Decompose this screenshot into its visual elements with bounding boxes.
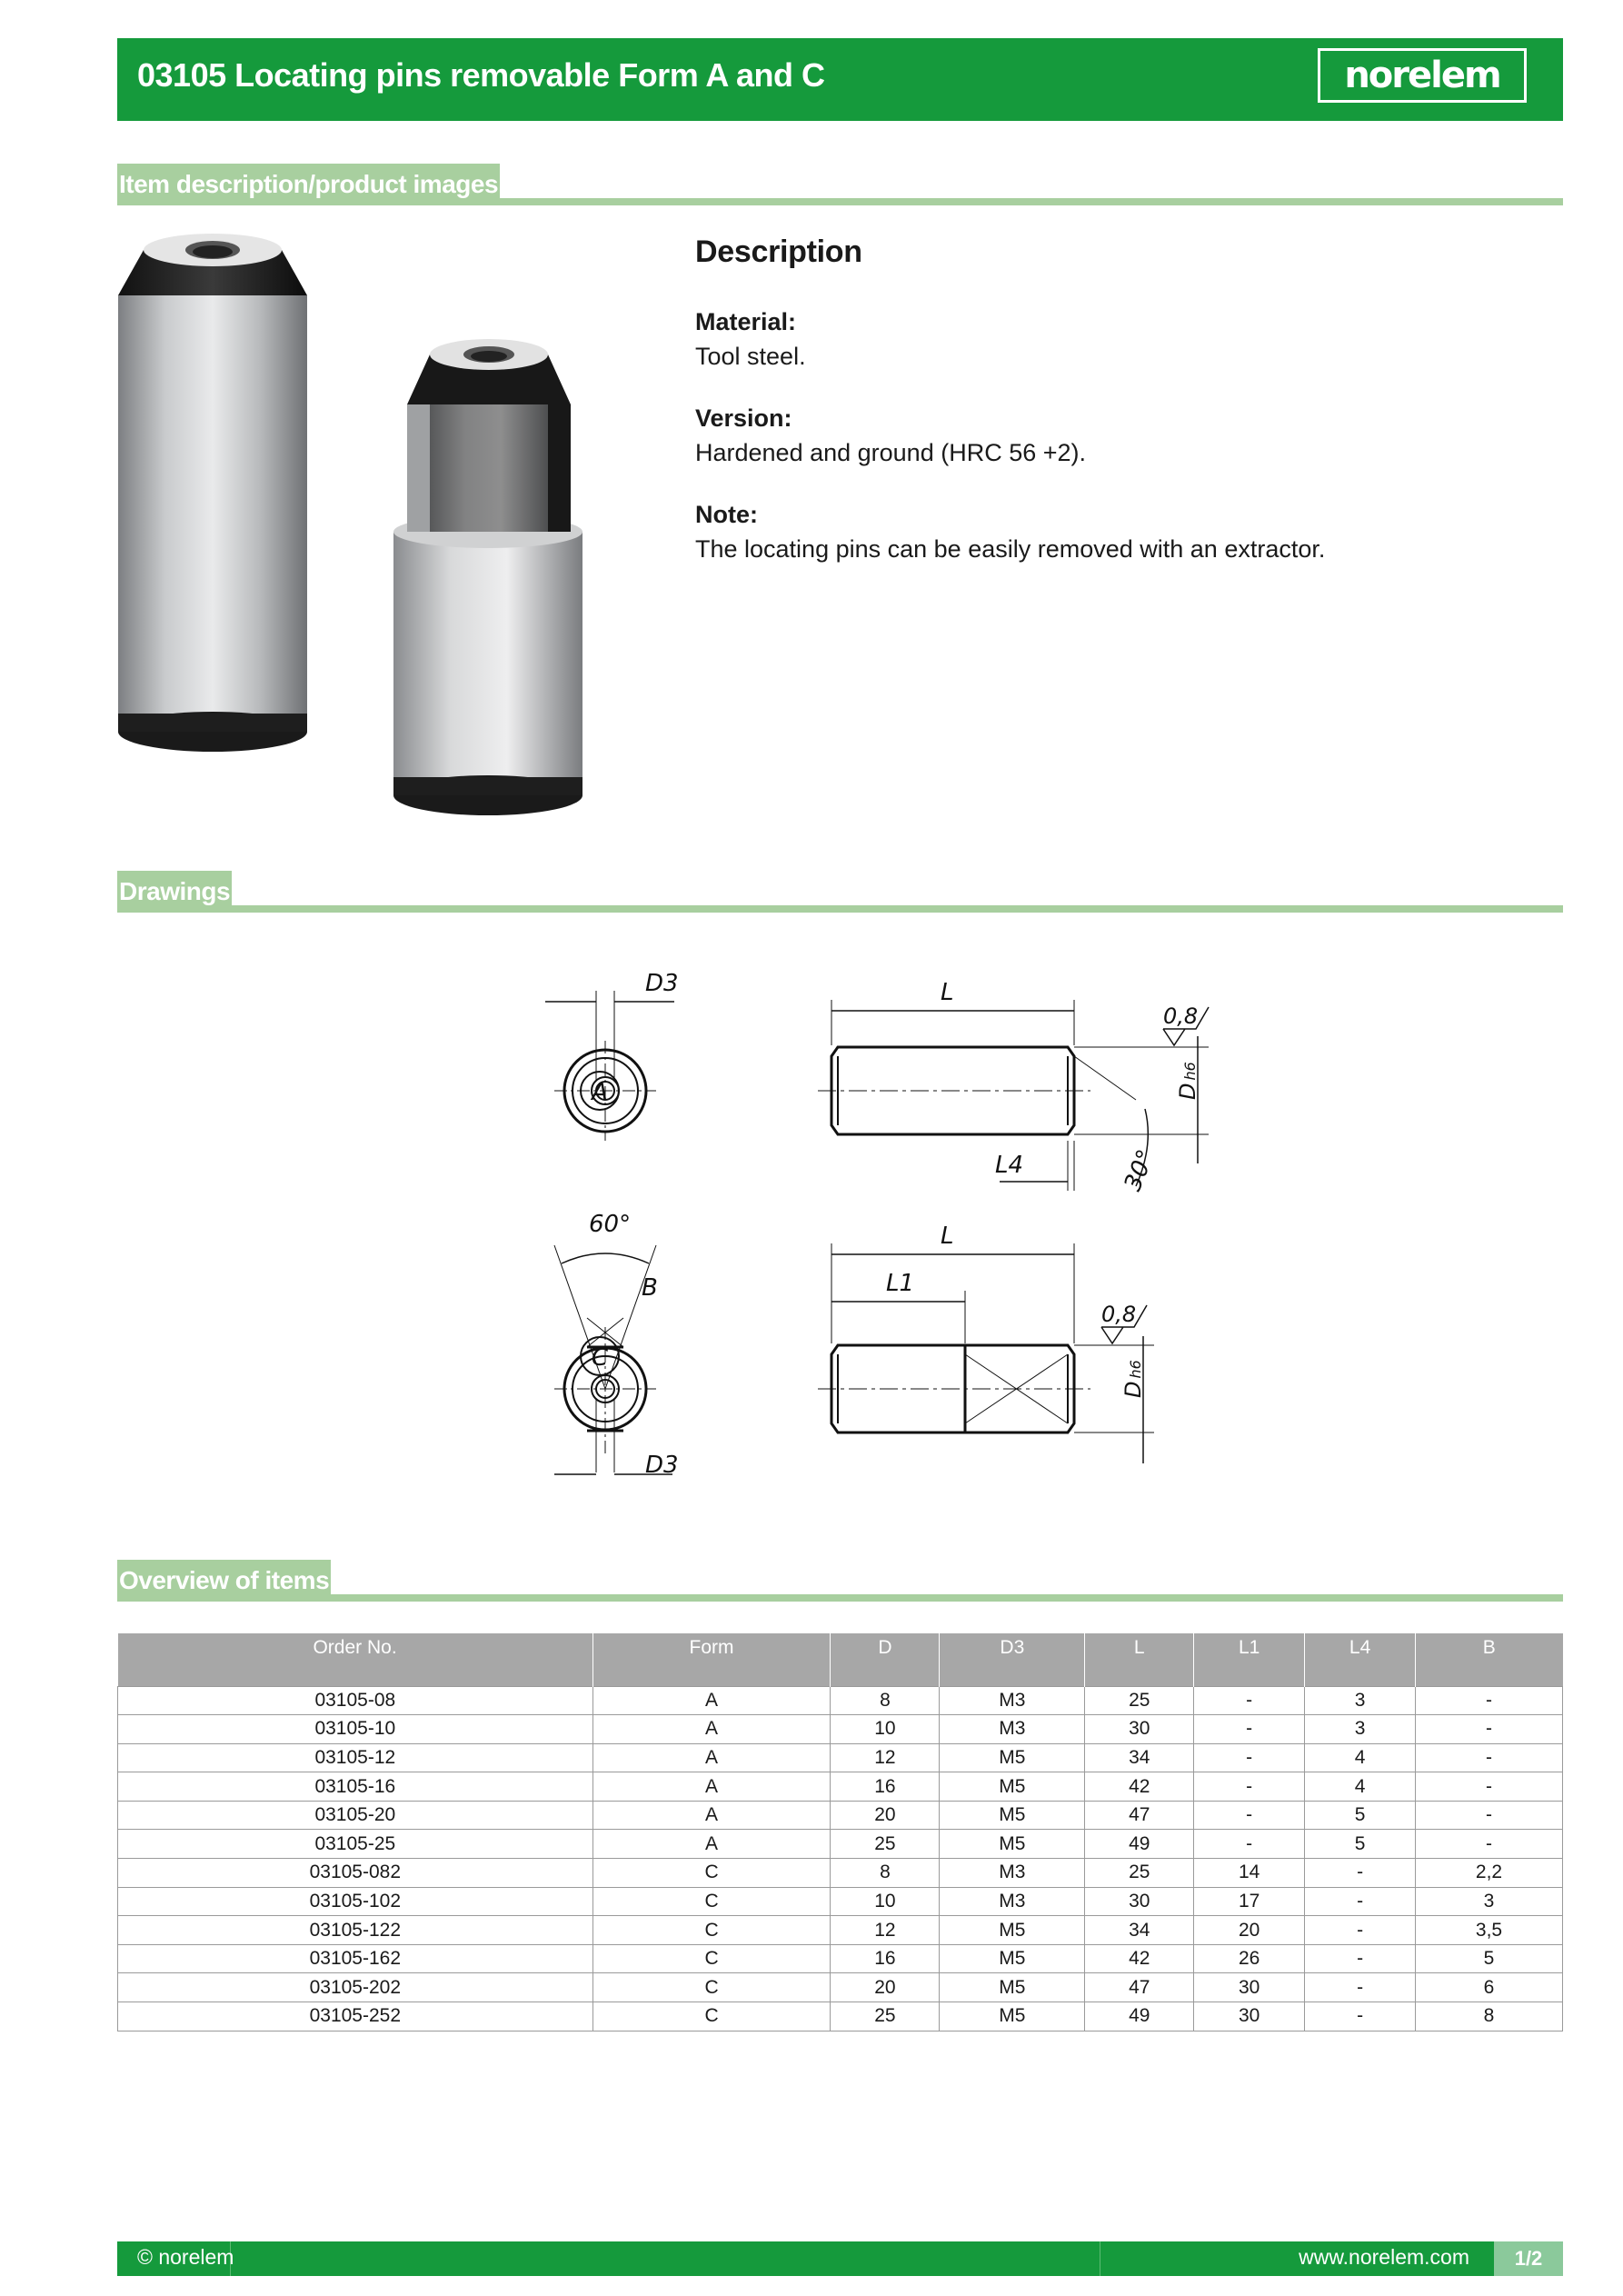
table-cell: 49	[1085, 1830, 1194, 1859]
form-a-side-view	[818, 979, 1209, 1195]
table-cell: M5	[940, 1944, 1085, 1973]
section-overview-header	[117, 1560, 1563, 1602]
table-cell: M5	[940, 2002, 1085, 2031]
table-row	[118, 1715, 1563, 1744]
table-cell: 03105-16	[118, 1772, 593, 1802]
table-cell: C	[592, 1916, 831, 1945]
table-cell: -	[1194, 1743, 1305, 1772]
version-block	[695, 401, 1540, 470]
table-cell: 03105-122	[118, 1916, 593, 1945]
table-cell: 16	[831, 1772, 940, 1802]
table-cell: -	[1305, 1944, 1416, 1973]
table-cell: 25	[1085, 1859, 1194, 1888]
table-cell: 25	[831, 2002, 940, 2031]
column-header: L4	[1305, 1633, 1416, 1686]
table-cell: 14	[1194, 1859, 1305, 1888]
table-cell: 4	[1305, 1772, 1416, 1802]
table-cell: 30	[1194, 1973, 1305, 2002]
section-divider	[117, 1594, 1563, 1602]
table-cell: A	[592, 1801, 831, 1830]
table-cell: M3	[940, 1887, 1085, 1916]
table-cell: 03105-25	[118, 1830, 593, 1859]
table-cell: 26	[1194, 1944, 1305, 1973]
table-cell: A	[592, 1772, 831, 1802]
table-cell: C	[592, 1973, 831, 2002]
table-row	[118, 1686, 1563, 1715]
table-cell: 8	[831, 1859, 940, 1888]
table-cell: 25	[831, 1830, 940, 1859]
form-c-side-view	[818, 1223, 1154, 1463]
logo-text: norelem	[1344, 55, 1500, 96]
section-images-label: Item description/product images	[117, 164, 500, 205]
table-cell: 47	[1085, 1973, 1194, 2002]
table-cell: M5	[940, 1830, 1085, 1859]
table-cell: C	[592, 2002, 831, 2031]
table-cell: 12	[831, 1743, 940, 1772]
version-label: Version:	[695, 404, 792, 432]
roughness-label-c: 0,8	[1101, 1302, 1137, 1327]
b-label: B	[642, 1274, 658, 1302]
table-cell: 47	[1085, 1801, 1194, 1830]
table-cell: -	[1305, 1859, 1416, 1888]
column-header: D	[831, 1633, 940, 1686]
table-cell: M5	[940, 1973, 1085, 2002]
product-photo	[116, 232, 607, 832]
table-cell: A	[592, 1686, 831, 1715]
table-cell: 03105-202	[118, 1973, 593, 2002]
version-text: Hardened and ground (HRC 56 +2).	[695, 439, 1087, 466]
table-cell: 16	[831, 1944, 940, 1973]
table-cell: -	[1416, 1830, 1563, 1859]
footer-website-link[interactable]: www.norelem.com	[1299, 2245, 1469, 2269]
l-label-a: L	[941, 979, 954, 1006]
table-cell: 42	[1085, 1772, 1194, 1802]
table-cell: -	[1194, 1686, 1305, 1715]
table-row	[118, 1772, 1563, 1802]
table-cell: 20	[831, 1801, 940, 1830]
l-label-c: L	[941, 1223, 954, 1250]
table-cell: 34	[1085, 1916, 1194, 1945]
table-cell: 4	[1305, 1743, 1416, 1772]
table-cell: 3	[1305, 1715, 1416, 1744]
page-title: 03105 Locating pins removable Form A and C	[137, 56, 825, 94]
table-cell: 49	[1085, 2002, 1194, 2031]
table-cell: -	[1416, 1743, 1563, 1772]
table-cell: -	[1194, 1830, 1305, 1859]
table-cell: -	[1305, 1916, 1416, 1945]
page-number: 1/2	[1494, 2241, 1563, 2276]
footer-segment	[231, 2241, 1100, 2276]
section-overview-label: Overview of items	[117, 1560, 331, 1602]
table-cell: A	[592, 1715, 831, 1744]
form-a-end-view	[545, 970, 679, 1141]
table-cell: 03105-102	[118, 1887, 593, 1916]
form-c-end-view	[554, 1211, 679, 1479]
table-cell: 03105-082	[118, 1859, 593, 1888]
table-cell: 17	[1194, 1887, 1305, 1916]
table-cell: 5	[1416, 1944, 1563, 1973]
column-header: Order No.	[118, 1633, 593, 1686]
table-cell: A	[592, 1743, 831, 1772]
table-cell: 10	[831, 1887, 940, 1916]
table-cell: -	[1416, 1801, 1563, 1830]
table-cell: A	[592, 1830, 831, 1859]
table-cell: 03105-252	[118, 2002, 593, 2031]
d3-label-a: D3	[645, 970, 679, 997]
table-cell: 03105-12	[118, 1743, 593, 1772]
table-row	[118, 1801, 1563, 1830]
table-cell: C	[592, 1887, 831, 1916]
table-cell: 30	[1085, 1715, 1194, 1744]
table-row	[118, 1887, 1563, 1916]
form-c-label: C	[591, 1344, 609, 1372]
table-cell: -	[1416, 1772, 1563, 1802]
table-cell: C	[592, 1859, 831, 1888]
table-row	[118, 1944, 1563, 1973]
section-images-header	[117, 164, 1563, 205]
table-cell: -	[1194, 1772, 1305, 1802]
table-cell: -	[1305, 1973, 1416, 2002]
table-cell: 12	[831, 1916, 940, 1945]
table-cell: 30	[1194, 2002, 1305, 2031]
table-cell: 8	[831, 1686, 940, 1715]
technical-drawing	[427, 954, 1254, 1545]
table-cell: 03105-162	[118, 1944, 593, 1973]
note-block	[695, 497, 1540, 566]
roughness-label-a: 0,8	[1163, 1003, 1199, 1029]
table-cell: -	[1305, 1887, 1416, 1916]
table-cell: 3,5	[1416, 1916, 1563, 1945]
column-header: Form	[592, 1633, 831, 1686]
table-cell: -	[1416, 1715, 1563, 1744]
column-header: L1	[1194, 1633, 1305, 1686]
table-row	[118, 1830, 1563, 1859]
table-cell: 20	[831, 1973, 940, 2002]
table-row	[118, 2002, 1563, 2031]
column-header: L	[1085, 1633, 1194, 1686]
section-divider	[117, 905, 1563, 913]
table-cell: -	[1416, 1686, 1563, 1715]
table-cell: -	[1194, 1801, 1305, 1830]
column-header: D3	[940, 1633, 1085, 1686]
section-drawings-label: Drawings	[117, 871, 232, 913]
table-cell: M3	[940, 1715, 1085, 1744]
table-cell: 03105-08	[118, 1686, 593, 1715]
table-cell: 25	[1085, 1686, 1194, 1715]
column-header: B	[1416, 1633, 1563, 1686]
d3-label-c: D3	[645, 1452, 679, 1479]
pin-form-a-image	[118, 234, 307, 752]
table-cell: 03105-10	[118, 1715, 593, 1744]
note-text: The locating pins can be easily removed with an extractor.	[695, 535, 1326, 563]
table-cell: 30	[1085, 1887, 1194, 1916]
table-cell: 6	[1416, 1973, 1563, 2002]
l4-label: L4	[995, 1152, 1024, 1179]
table-row	[118, 1743, 1563, 1772]
table-cell: -	[1305, 2002, 1416, 2031]
pin-form-c-image	[393, 339, 582, 815]
table-cell: 03105-20	[118, 1801, 593, 1830]
table-cell: 34	[1085, 1743, 1194, 1772]
page-footer	[117, 2241, 1563, 2276]
table-row	[118, 1859, 1563, 1888]
table-cell: 10	[831, 1715, 940, 1744]
table-row	[118, 1916, 1563, 1945]
l1-label: L1	[886, 1270, 915, 1297]
footer-copyright: © norelem	[137, 2245, 234, 2269]
material-label: Material:	[695, 308, 797, 335]
table-cell: M3	[940, 1686, 1085, 1715]
page-header	[117, 38, 1563, 121]
table-cell: 3	[1305, 1686, 1416, 1715]
section-drawings-header	[117, 871, 1563, 913]
angle-60-label: 60°	[589, 1211, 632, 1238]
table-cell: 8	[1416, 2002, 1563, 2031]
table-cell: 42	[1085, 1944, 1194, 1973]
table-cell: M3	[940, 1859, 1085, 1888]
table-cell: 5	[1305, 1830, 1416, 1859]
table-cell: 3	[1416, 1887, 1563, 1916]
table-cell: M5	[940, 1916, 1085, 1945]
d-h6-label-c: Dh6	[1120, 1360, 1146, 1398]
table-cell: 20	[1194, 1916, 1305, 1945]
form-a-label: A	[592, 1079, 608, 1106]
table-body	[118, 1686, 1563, 2031]
description-panel	[695, 235, 1540, 594]
note-label: Note:	[695, 501, 758, 528]
material-text: Tool steel.	[695, 343, 806, 370]
table-cell: M5	[940, 1772, 1085, 1802]
items-table	[117, 1633, 1563, 2031]
d-h6-label-a: Dh6	[1175, 1062, 1200, 1100]
table-cell: M5	[940, 1801, 1085, 1830]
table-cell: M5	[940, 1743, 1085, 1772]
table-cell: 5	[1305, 1801, 1416, 1830]
table-cell: C	[592, 1944, 831, 1973]
table-cell: 2,2	[1416, 1859, 1563, 1888]
table-row	[118, 1973, 1563, 2002]
angle-30-label: 30°	[1119, 1145, 1160, 1195]
description-title: Description	[695, 235, 862, 269]
table-cell: -	[1194, 1715, 1305, 1744]
norelem-logo	[1318, 48, 1527, 103]
table-header-row	[118, 1633, 1563, 1686]
material-block	[695, 304, 1540, 374]
